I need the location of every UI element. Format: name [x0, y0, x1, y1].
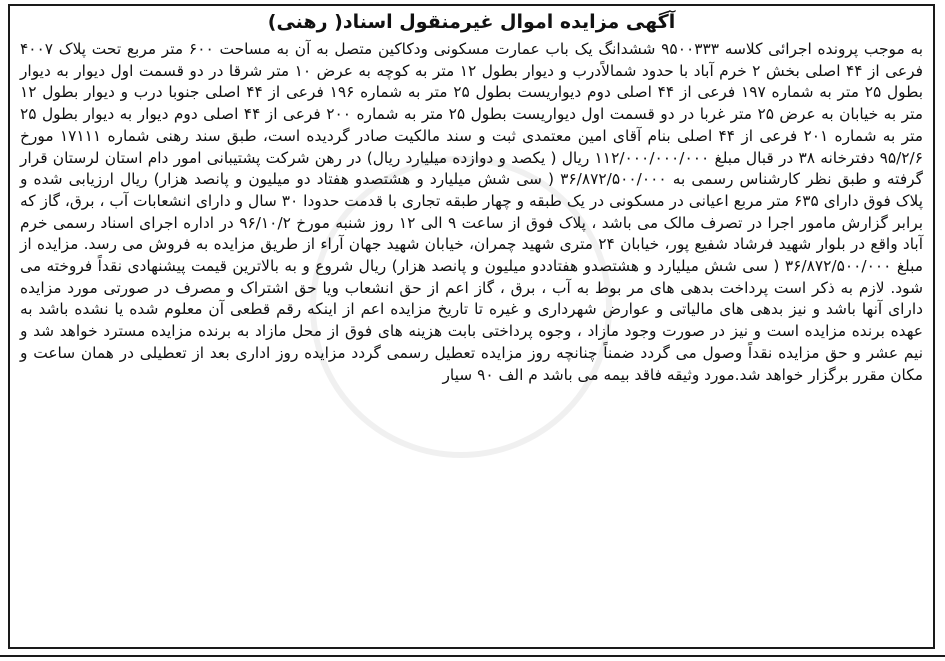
bottom-divider	[0, 655, 945, 657]
notice-body: به موجب پرونده اجرائی کلاسه ۹۵۰۰۳۳۳ ششدانگ یک باب عمارت مسکونی ودکاکین متصل به آن به مساحت ۶۰۰ متر مربع تحت پلاک ۴۰۰۷ فرعی از ۴۴ اصلی بخش ۲ خرم آباد با حدود شمالاًدرب و دیوار بطول ۱۲ متر به کوچه به عرض ۱۰ متر شرقا در دو قسمت اول دیوار به دیوار بطول ۲۵ متر به شماره ۱۹۷ فرعی از ۴۴ اصلی دوم دیواریست بطول ۲۵ متر به شماره ۱۹۶ فرعی از ۴۴ اصلی جنوبا درب و دیوار بطول ۱۲ متر به خیابان به عرض ۲۵ متر غربا در دو قسمت اول دیواریست بطول ۲۵ متر به شماره ۲۰۰ فرعی از ۴۴ اصلی دوم دیوار به دیوار بطول ۲۵ متر به شماره ۲۰۱ فرعی از ۴۴ اصلی بنام آقای امین معتمدی ثبت و سند مالکیت صادر گردیده است، طبق سند رهنی شماره ۱۷۱۱۱ مورخ ۹۵/۲/۶ دفترخانه ۳۸ در قبال مبلغ ۱۱۲/۰۰۰/۰۰۰/۰۰۰ ریال ( یکصد و دوازده میلیارد ریال) در رهن شرکت پشتیبانی امور دام استان لرستان قرار گرفته و طبق نظر کارشناس رسمی به ۳۶/۸۷۲/۵۰۰/۰۰۰ ( سی شش میلیارد و هشتصدو هفتاد دو میلیون و پانصد هزار) ریال ارزیابی شده و پلاک فوق دارای ۶۳۵ متر مربع اعیانی در مسکونی در یک طبقه و چهار طبقه تجاری با قدمت حدودا ۳۰ سال و دارای انشعابات آب ، برق، گاز که برابر گزارش مامور اجرا در تصرف مالک می باشد ، پلاک فوق از ساعت ۹ الی ۱۲ روز شنبه مورخ ۹۶/۱۰/۲ در اداره اجرای اسناد رسمی خرم آباد واقع در بلوار شهید فرشاد شفیع پور، خیابان ۲۴ متری شهید چمران، خیابان شهید جهان آراء از طریق مزایده به فروش می رسد. مزایده از مبلغ ۳۶/۸۷۲/۵۰۰/۰۰۰ ( سی شش میلیارد و هشتصدو هفتاددو میلیون و پانصد هزار) ریال شروع و به بالاترین قیمت پیشنهادی نقداً فروخته می شود. لازم به ذکر است پرداخت بدهی های مر بوط به آب ، برق ، گاز اعم از حق انشعاب ویا حق اشتراک و مصرف در صورتی مورد مزایده دارای آنها باشد و نیز بدهی های مالیاتی و عوارض شهرداری و غیره تا تاریخ مزایده اعم از اینکه رقم قطعی آن معلوم شده یا نشده باشد به عهده برنده مزایده است و نیز در صورت وجود مازاد ، وجوه پرداختی بابت هزینه های فوق از محل مازاد به برنده مزایده مسترد خواهد شد و نیم عشر و حق مزایده نقداً وصول می گردد ضمناً چنانچه روز مزایده تعطیل رسمی گردد مزایده روز اداری بعد از تعطیلی در همان ساعت و مکان مقرر برگزار خواهد شد.مورد وثیقه فاقد بیمه می باشد م الف ۹۰ سیار	[20, 40, 924, 384]
notice-frame	[8, 4, 935, 649]
notice-title: آگهی مزایده اموال غیرمنقول اسناد( رهنی)	[267, 11, 676, 33]
